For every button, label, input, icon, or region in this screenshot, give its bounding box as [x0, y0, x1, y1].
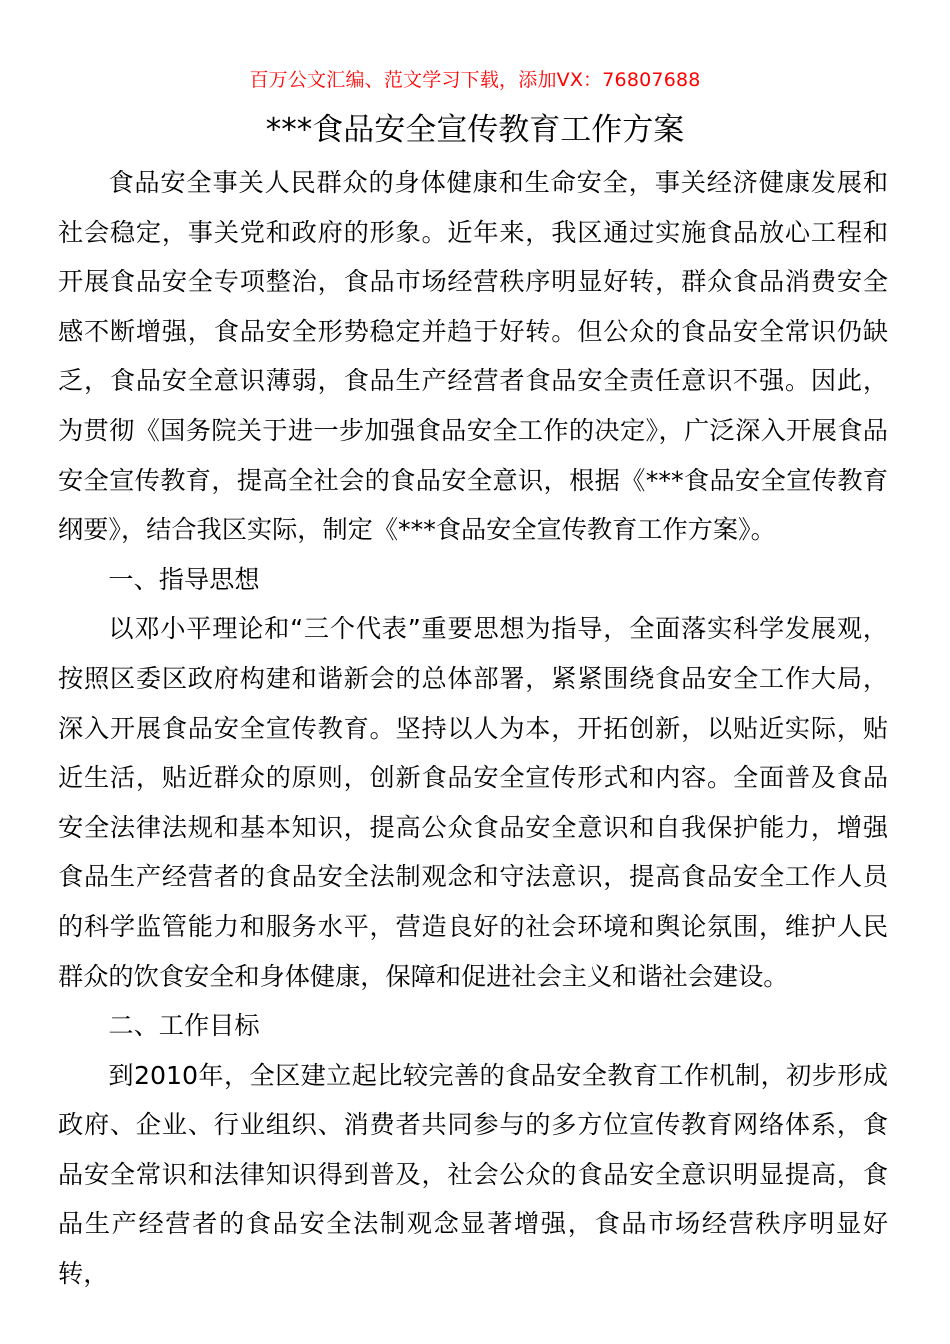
- paragraph-guiding-ideology: 以邓小平理论和“三个代表”重要思想为指导，全面落实科学发展观，按照区委区政府构建和谐新会的总体部署，紧紧围绕食品安全工作大局，深入开展食品安全宣传教育。坚持以人为本，开拓创新，以贴近实际，贴近生活，贴近群众的原则，创新食品安全宣传形式和内容。全面普及食品安全法律法规和基本知识，提高公众食品安全意识和自我保护能力，增强食品生产经营者的食品安全法制观念和守法意识，提高食品安全工作人员的科学监管能力和服务水平，营造良好的社会环境和舆论氛围，维护人民群众的饮食安全和身体健康，保障和促进社会主义和谐社会建设。: [58, 614, 888, 991]
- header-note: 百万公文汇编、范文学习下载，添加VX：76807688: [249, 69, 701, 91]
- section-heading-work-goals: 二、工作目标: [108, 1011, 260, 1041]
- document-body: [58, 158, 888, 1299]
- document-title: ***食品安全宣传教育工作方案: [265, 112, 685, 148]
- paragraph-work-goals: 到2010年，全区建立起比较完善的食品安全教育工作机制，初步形成政府、企业、行业组织、消费者共同参与的多方位宣传教育网络体系，食品安全常识和法律知识得到普及，社会公众的食品安全意识明显提高，食品生产经营者的食品安全法制观念显著增强，食品市场经营秩序明显好转，: [58, 1060, 888, 1289]
- paragraph-intro: 食品安全事关人民群众的身体健康和生命安全，事关经济健康发展和社会稳定，事关党和政府的形象。近年来，我区通过实施食品放心工程和开展食品安全专项整治，食品市场经营秩序明显好转，群众食品消费安全感不断增强，食品安全形势稳定并趋于好转。但公众的食品安全常识仍缺乏，食品安全意识薄弱，食品生产经营者食品安全责任意识不强。因此，为贯彻《国务院关于进一步加强食品安全工作的决定》，广泛深入开展食品安全宣传教育，提高全社会的食品安全意识，根据《***食品安全宣传教育纲要》，结合我区实际，制定《***食品安全宣传教育工作方案》。: [58, 168, 888, 545]
- section-heading-guiding-ideology: 一、指导思想: [108, 564, 260, 594]
